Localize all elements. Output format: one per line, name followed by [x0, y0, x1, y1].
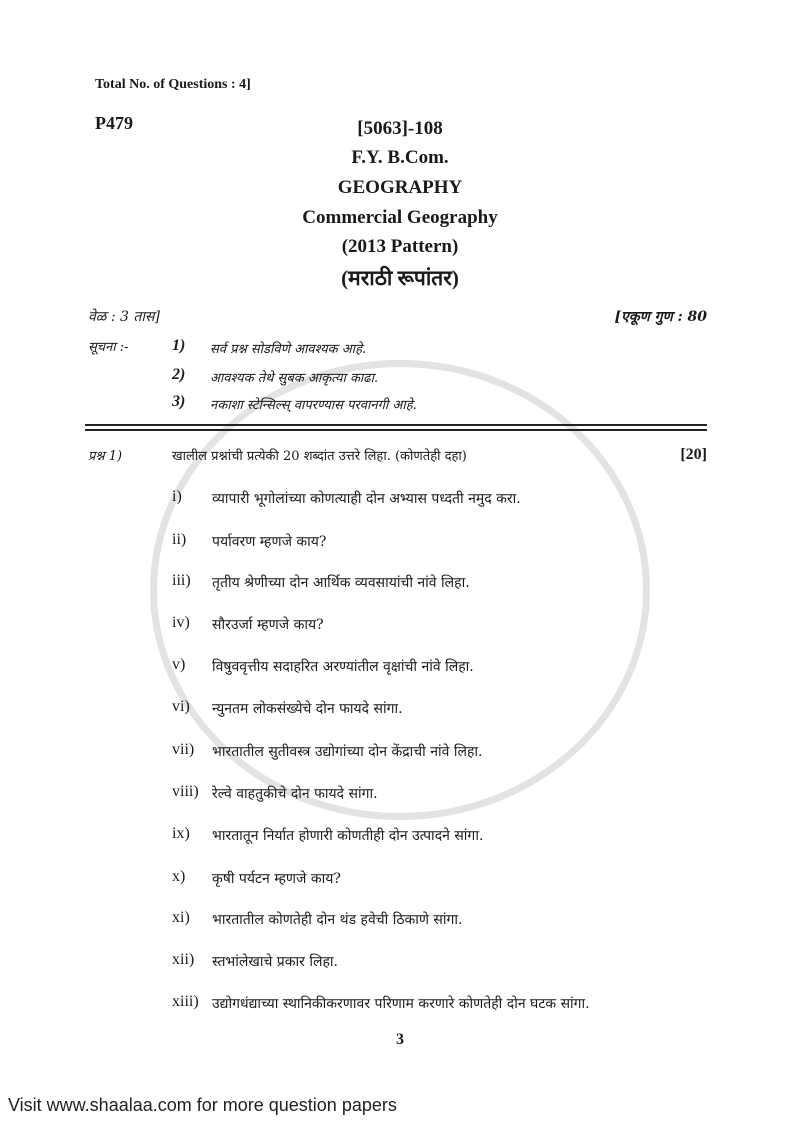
question-item-text: उद्योगधंद्याच्या स्थानिकीकरणावर परिणाम करणारे कोणतेही दोन घटक सांगा. [212, 996, 590, 1012]
question-item-text: तृतीय श्रेणीच्या दोन आर्थिक व्यवसायांची नांवे लिहा. [212, 575, 470, 591]
seat-code: [5063]-108 [357, 118, 443, 139]
instruction-num: 1) [172, 337, 186, 354]
pattern: (2013 Pattern) [341, 236, 459, 257]
question-item-text: सौरउर्जा म्हणजे काय? [212, 617, 324, 633]
question-item-number: x) [172, 868, 186, 885]
question-item-number: vi) [172, 698, 190, 715]
question-marks: [20] [680, 446, 707, 463]
total-marks: [एकूण गुण : 80 [614, 309, 707, 325]
question-item-text: कृषी पर्यटन म्हणजे काय? [212, 871, 341, 887]
course: F.Y. B.Com. [351, 147, 449, 168]
question-item-number: v) [172, 656, 186, 673]
question-item-number: xi) [172, 909, 190, 926]
question-item-number: i) [172, 488, 182, 505]
question-item-number: viii) [172, 783, 199, 800]
footer-text: Visit www.shaalaa.com for more question papers [8, 1095, 397, 1115]
question-item-text: विषुववृत्तीय सदाहरित अरण्यांतील वृक्षांची नांवे लिहा. [212, 659, 474, 675]
question-item-number: xii) [172, 951, 195, 968]
paper-title: Commercial Geography [302, 207, 498, 228]
question-item-text: भारतातील कोणतेही दोन थंड हवेची ठिकाणे सांगा. [212, 912, 463, 928]
question-item-text: स्तभांलेखाचे प्रकार लिहा. [212, 954, 338, 970]
instructions-label: सूचना :- [88, 340, 129, 355]
question-item-number: iii) [172, 572, 191, 589]
divider [85, 424, 707, 426]
total-questions: Total No. of Questions : 4] [95, 77, 251, 92]
time: वेळ : 3 तास] [88, 309, 160, 325]
question-item-text: व्यापारी भूगोलांच्या कोणत्याही दोन अभ्यास पध्दती नमुद करा. [212, 491, 521, 507]
instruction-text: आवश्यक तेथे सुबक आकृत्या काढा. [210, 371, 379, 386]
question-item-number: iv) [172, 614, 190, 631]
language: (मराठी रूपांतर) [341, 266, 459, 290]
question-item-text: रेल्वे वाहतुकीचे दोन फायदे सांगा. [212, 786, 378, 802]
instruction-text: नकाशा स्टेन्सिल्स् वापरण्यास परवानगी आहे. [210, 398, 417, 413]
question-item-text: न्युनतम लोकसंख्येचे दोन फायदे सांगा. [212, 701, 403, 717]
instruction-num: 3) [172, 393, 186, 410]
question-item-number: ii) [172, 531, 187, 548]
question-item-text: भारतातील सुतीवस्त्र उद्योगांच्या दोन केंद्राची नांवे लिहा. [212, 744, 483, 760]
paper-code: P479 [95, 113, 133, 133]
question-text: खालील प्रश्नांची प्रत्येकी 20 शब्दांत उत्तरे लिहा. (कोणतेही दहा) [172, 449, 467, 464]
question-item-number: vii) [172, 741, 195, 758]
question-item-number: xiii) [172, 993, 199, 1010]
subject: GEOGRAPHY [337, 177, 463, 198]
question-label: प्रश्न 1) [88, 449, 123, 464]
divider [85, 429, 707, 431]
instruction-num: 2) [172, 366, 186, 383]
instruction-text: सर्व प्रश्न सोडविणे आवश्यक आहे. [210, 342, 367, 357]
question-item-text: पर्यावरण म्हणजे काय? [212, 534, 327, 550]
question-item-number: ix) [172, 825, 190, 842]
question-item-text: भारतातून निर्यात होणारी कोणतीही दोन उत्पादने सांगा. [212, 828, 484, 844]
page-number: 3 [396, 1031, 404, 1048]
